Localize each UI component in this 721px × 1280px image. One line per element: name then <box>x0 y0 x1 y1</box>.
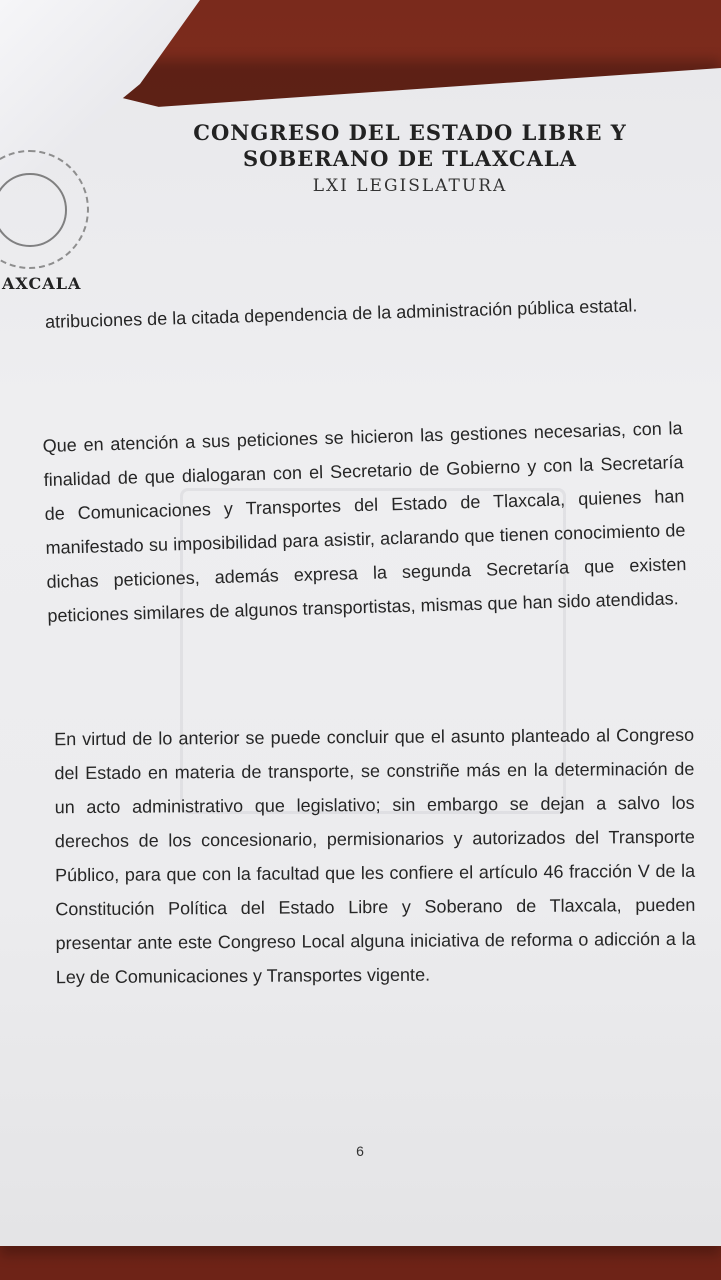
document-header <box>170 120 650 196</box>
paragraph-3: En virtud de lo anterior se puede concluir que el asunto planteado al Congreso del Estado en materia de transporte, se constriñe más en la determinación de un acto administrativo que legislativo; sin embargo se dejan a salvo los derechos de los concesionario, permisionarios y autorizados del Transporte Público, para que con la facultad que les confiere el artículo 46 fracción V de la Constitución Política del Estado Libre y Soberano de Tlaxcala, pueden presentar ante este Congreso Local alguna iniciativa de reforma o adicción a la Ley de Comunicaciones y Transportes vigente. <box>54 724 696 988</box>
paragraph-1: atribuciones de la citada dependencia de la administración pública estatal. <box>44 295 638 332</box>
legislature-label: LXI LEGISLATURA <box>312 176 508 196</box>
paragraph-2: Que en atención a sus peticiones se hicieron las gestiones necesarias, con la finalidad de que dialogaran con el Secretario de Gobierno y con la Secretaría de Comunicaciones y Transportes del Estado de Tlaxcala, quienes han manifestado su imposibilidad para asistir, aclarando que tienen conocimiento de dichas peticiones, además expresa la segunda Secretaría que existen peticiones similares de algunos transportistas, mismas que han sido atendidas. <box>42 418 687 626</box>
page-number: 6 <box>356 1143 364 1159</box>
document-page <box>0 68 721 1246</box>
seal-city-label: AXCALA <box>2 274 82 293</box>
congress-title: CONGRESO DEL ESTADO LIBRE Y SOBERANO DE TLAXCALA <box>193 120 627 171</box>
